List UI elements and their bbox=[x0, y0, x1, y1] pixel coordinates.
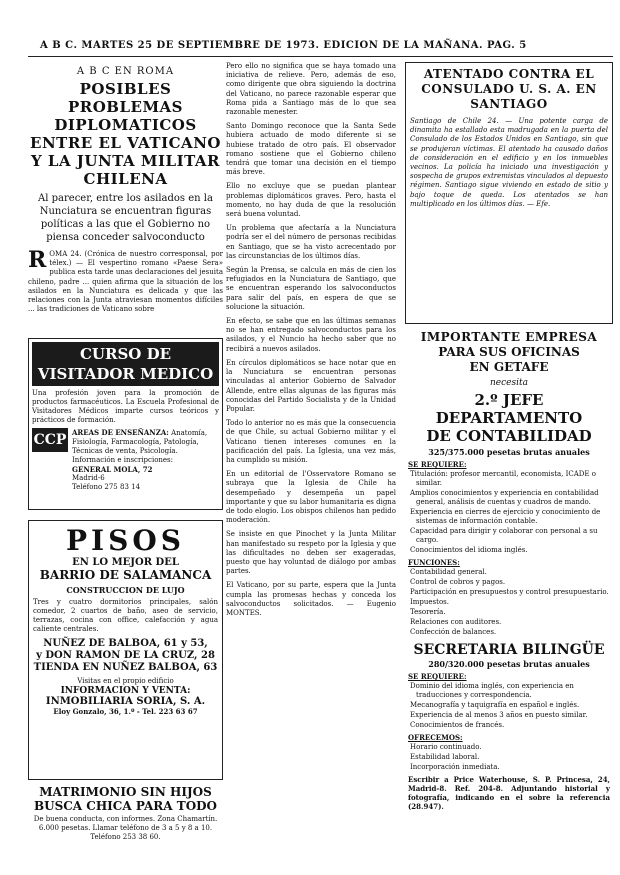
ad-empresa-req2-label: SE REQUIERE: bbox=[408, 672, 467, 681]
ad-empresa-req2-list bbox=[408, 682, 610, 730]
ad-empresa-func-label: FUNCIONES: bbox=[408, 558, 460, 567]
list-item: Experiencia de al menos 3 años en puesto similar. bbox=[410, 711, 588, 719]
list-item: Amplios conocimientos y experiencia en contabilidad general, análisis de cuentas y cuadros de mando. bbox=[410, 489, 599, 506]
ad-matrimonio-text: De buena conducta, con informes. Zona Chamartín. 6.000 pesetas. Llamar teléfono de 3 a 5 y 8 a 10. Teléfono 253 38 60. bbox=[33, 815, 218, 841]
list-item: Impuestos. bbox=[410, 598, 449, 606]
ad-empresa bbox=[405, 330, 613, 865]
ad-empresa-func-list bbox=[408, 568, 610, 637]
ad-pisos-line1: EN LO MEJOR DEL bbox=[72, 557, 179, 568]
list-item: Estabilidad laboral. bbox=[410, 753, 480, 761]
list-item: Conocimientos de francés. bbox=[410, 721, 505, 729]
ad-curso-areas-text: Anatomía, Fisiología, Farmacología, Patología, Técnicas de venta, Psicología. bbox=[72, 429, 208, 455]
page-header: A B C. MARTES 25 DE SEPTIEMBRE DE 1973. EDICION DE LA MAÑANA. PAG. 5 bbox=[40, 40, 527, 51]
ad-curso-text: Una profesión joven para la promoción de productos farmacéuticos. La Escuela Profesional de Visitadores Médicos imparte cursos teóricos y prácticos de formación. bbox=[32, 389, 219, 424]
ad-curso-visitador bbox=[28, 338, 223, 510]
article-paragraph: En efecto, se sabe que en las últimas semanas no se han entregado salvoconductos para los asilados, y el Nuncio ha hecho saber que no recibirá a nuevos asilados. bbox=[226, 317, 396, 353]
article-paragraph: Todo lo anterior no es más que la consecuencia de que Chile, su actual Gobierno militar y el Vaticano tienen intereses comunes en la pacificación del país. La Iglesia, una vez más, ha cumplido su misión. bbox=[226, 419, 396, 464]
ad-empresa-secretaria: SECRETARIA BILINGÜE bbox=[413, 642, 605, 658]
article-paragraph: En círculos diplomáticos se hace notar que en la Nunciatura se encuentran personas vinculadas al anterior Gobierno de Salvador Allende, entre ellas algunas de las figuras más conocidas del Partido Socialista y de la Unidad Popular. bbox=[226, 358, 396, 413]
atentado-headline: ATENTADO CONTRA EL CONSULADO U. S. A. EN SANTIAGO bbox=[421, 67, 597, 111]
atentado-text: Santiago de Chile 24. — Una potente carga de dinamita ha estallado esta madrugada en la puerta del Consulado de los Estados Unidos en Santiago, sin que se produjeran víctimas. El atentado ha causado daños de consideración en el edificio y en los inmuebles vecinos. La policía ha iniciado una investigación y sospecha de grupos extremistas vinculados al depuesto régimen. Santiago sigue viviendo en estado de sitio y bajo toque de queda. Los atentados se han multiplicado en los últimos días. — Efe. bbox=[410, 117, 608, 208]
article-vaticano bbox=[28, 66, 223, 366]
ad-pisos-desc: Tres y cuatro dormitorios principales, salón comedor, 2 cuartos de baño, aseo de servicio, terrazas, cocina con office, calefacción y agua caliente centrales. bbox=[33, 598, 218, 633]
list-item: Relaciones con auditores. bbox=[410, 618, 502, 626]
ad-pisos-line3: CONSTRUCCION DE LUJO bbox=[66, 585, 185, 595]
ad-pisos-addr1: NUÑEZ DE BALBOA, 61 y 53, bbox=[43, 638, 208, 649]
list-item: Experiencia en cierres de ejercicio y conocimiento de sistemas de información contable. bbox=[410, 508, 601, 525]
list-item: Contabilidad general. bbox=[410, 568, 487, 576]
ad-empresa-req-label: SE REQUIERE: bbox=[408, 460, 467, 469]
article-paragraph: Santo Domingo reconoce que la Santa Sede hubiera actuado de modo diferente si se hubiese tratado de otro país. El observador romano sostiene que el Gobierno chileno tendrá que tomar una decisión en el tiempo más breve. bbox=[226, 122, 396, 177]
ad-pisos-addr3: TIENDA EN NUÑEZ BALBOA, 63 bbox=[33, 662, 218, 673]
ad-empresa-salary2: 280/320.000 pesetas brutas anuales bbox=[428, 659, 590, 669]
list-item: Mecanografía y taquigrafía en español e inglés. bbox=[410, 701, 580, 709]
ad-empresa-offer-list bbox=[408, 743, 610, 772]
ad-empresa-post2: DE CONTABILIDAD bbox=[426, 427, 592, 445]
ad-pisos-addr2: y DON RAMON DE LA CRUZ, 28 bbox=[36, 650, 215, 661]
article-headline: POSIBLES PROBLEMAS DIPLOMATICOS ENTRE EL VATICANO Y LA JUNTA MILITAR CHILENA bbox=[30, 80, 221, 188]
header-rule bbox=[28, 56, 613, 57]
ad-empresa-salary1: 325/375.000 pesetas brutas anuales bbox=[428, 447, 590, 457]
article-paragraph: Un problema que afectaría a la Nunciatura podría ser el del número de personas recibidas en Santiago, que se ha visto acrecentado por las circunstancias de los últimos días. bbox=[226, 224, 396, 260]
article-atentado bbox=[405, 62, 613, 324]
article-paragraph: Según la Prensa, se calcula en más de cien los refugiados en la Nunciatura de Santiago, que se encuentran esperando los salvoconductos para salir del país, en espera de que se solucione la situación. bbox=[226, 266, 396, 311]
ad-curso-title1: CURSO DE bbox=[79, 345, 172, 363]
ad-empresa-contact: Escribir a Price Waterhouse, S. P. Princesa, 24, Madrid-8. Ref. 204-8. Adjuntando historial y fotografía, indicando en el sobre la referencia (28.947). bbox=[408, 775, 610, 811]
article-continuation bbox=[226, 62, 396, 862]
ad-curso-title2: VISITADOR MEDICO bbox=[37, 365, 214, 383]
list-item: Participación en presupuestos y control presupuestario. bbox=[410, 588, 609, 596]
list-item: Tesorería. bbox=[410, 608, 446, 616]
ad-empresa-title1: IMPORTANTE EMPRESA bbox=[420, 330, 598, 344]
article-lead-text: OMA 24. (Crónica de nuestro corresponsal, por télex.) — El vespertino romano «Paese Sera» publica esta tarde unas declaraciones del jesuita chileno, padre ... quien afirma que la situación de los asilados en la Nunciatura es delicada y que las relaciones con la Junta atraviesan momentos difíciles ... las tradiciones de Vaticano sobre bbox=[28, 250, 223, 314]
ad-pisos-visits: Visitas en el propio edificio bbox=[77, 677, 174, 685]
list-item: Incorporación inmediata. bbox=[410, 763, 500, 771]
ad-curso-phone: Teléfono 275 83 14 bbox=[72, 483, 141, 491]
ad-curso-city: Madrid-6 bbox=[72, 474, 105, 482]
ad-pisos-agency: INMOBILIARIA SORIA, S. A. bbox=[45, 696, 206, 707]
list-item: Titulación: profesor mercantil, economista, ICADE o similar. bbox=[410, 470, 596, 487]
article-kicker: A B C EN ROMA bbox=[76, 66, 175, 77]
ccp-logo bbox=[32, 428, 68, 492]
list-item: Horario continuado. bbox=[410, 743, 482, 751]
article-paragraph: Pero ello no significa que se haya tomado una iniciativa de relieve. Pero, además de eso, como dirigente que obra siguiendo la doctrina del Vaticano, no parece razonable esperar que Roma pida a Santiago más de lo que sea razonable menester. bbox=[226, 62, 396, 117]
ad-matrimonio-title: MATRIMONIO SIN HIJOS BUSCA CHICA PARA TODO bbox=[33, 785, 218, 813]
ccp-logo-text: CCP bbox=[32, 428, 68, 452]
article-paragraph: Se insiste en que Pinochet y la Junta Militar han manifestado su respeto por la Iglesia y que las dificultades no deben ser exageradas, puesto que hay voluntad de diálogo por ambas partes. bbox=[226, 530, 396, 576]
list-item: Confección de balances. bbox=[410, 628, 497, 636]
article-paragraph: El Vaticano, por su parte, espera que la Junta cumpla las promesas hechas y conceda los salvoconductos solicitados. — Eugenio MONTES. bbox=[226, 581, 396, 617]
ad-empresa-title3: EN GETAFE bbox=[469, 360, 549, 374]
ad-matrimonio bbox=[28, 785, 223, 865]
ad-curso-areas bbox=[72, 428, 219, 456]
list-item: Dominio del idioma inglés, con experiencia en traducciones y correspondencia. bbox=[410, 682, 574, 699]
ad-pisos-title: PISOS bbox=[66, 524, 185, 557]
list-item: Control de cobros y pagos. bbox=[410, 578, 506, 586]
article-paragraph: En un editorial de l'Osservatore Romano se subraya que la Iglesia de Chile ha desempeñado y desempeña un papel importante y que su labor humanitaria es digna de todo elogio. Los obispos chilenos han pedido moderación. bbox=[226, 470, 396, 525]
ad-curso-banner bbox=[32, 342, 219, 386]
ad-pisos-line2: BARRIO DE SALAMANCA bbox=[39, 568, 212, 582]
article-paragraph: Ello no excluye que se puedan plantear problemas diplomáticos graves. Pero, hasta el momento, no hay duda de que la resolución será buena voluntad. bbox=[226, 182, 396, 219]
ad-curso-info-label: Información e inscripciones: bbox=[72, 456, 174, 464]
article-subhead: Al parecer, entre los asilados en la Nunciatura se encuentran figuras políticas a las que el Gobierno no piensa conceder salvoconducto bbox=[38, 193, 213, 243]
ad-empresa-offer-label: OFRECEMOS: bbox=[408, 733, 463, 742]
ad-empresa-title2: PARA SUS OFICINAS bbox=[438, 345, 580, 359]
ad-empresa-req-list bbox=[408, 470, 610, 555]
drop-cap: R bbox=[28, 247, 47, 273]
ad-curso-areas-label: AREAS DE ENSEÑANZA: bbox=[72, 428, 169, 437]
ad-pisos bbox=[28, 520, 223, 780]
ad-curso-address: GENERAL MOLA, 72 bbox=[72, 465, 153, 474]
ad-empresa-necesita: necesita bbox=[490, 378, 528, 388]
list-item: Capacidad para dirigir y colaborar con personal a su cargo. bbox=[410, 527, 598, 544]
list-item: Conocimientos del idioma inglés. bbox=[410, 546, 528, 554]
article-lead bbox=[28, 247, 223, 314]
ad-empresa-post1: 2.º JEFE DEPARTAMENTO bbox=[435, 391, 583, 427]
ad-pisos-info: INFORMACION Y VENTA: bbox=[60, 686, 191, 696]
ad-pisos-contact: Eloy Gonzalo, 36, 1.º - Tel. 223 63 67 bbox=[53, 707, 198, 716]
